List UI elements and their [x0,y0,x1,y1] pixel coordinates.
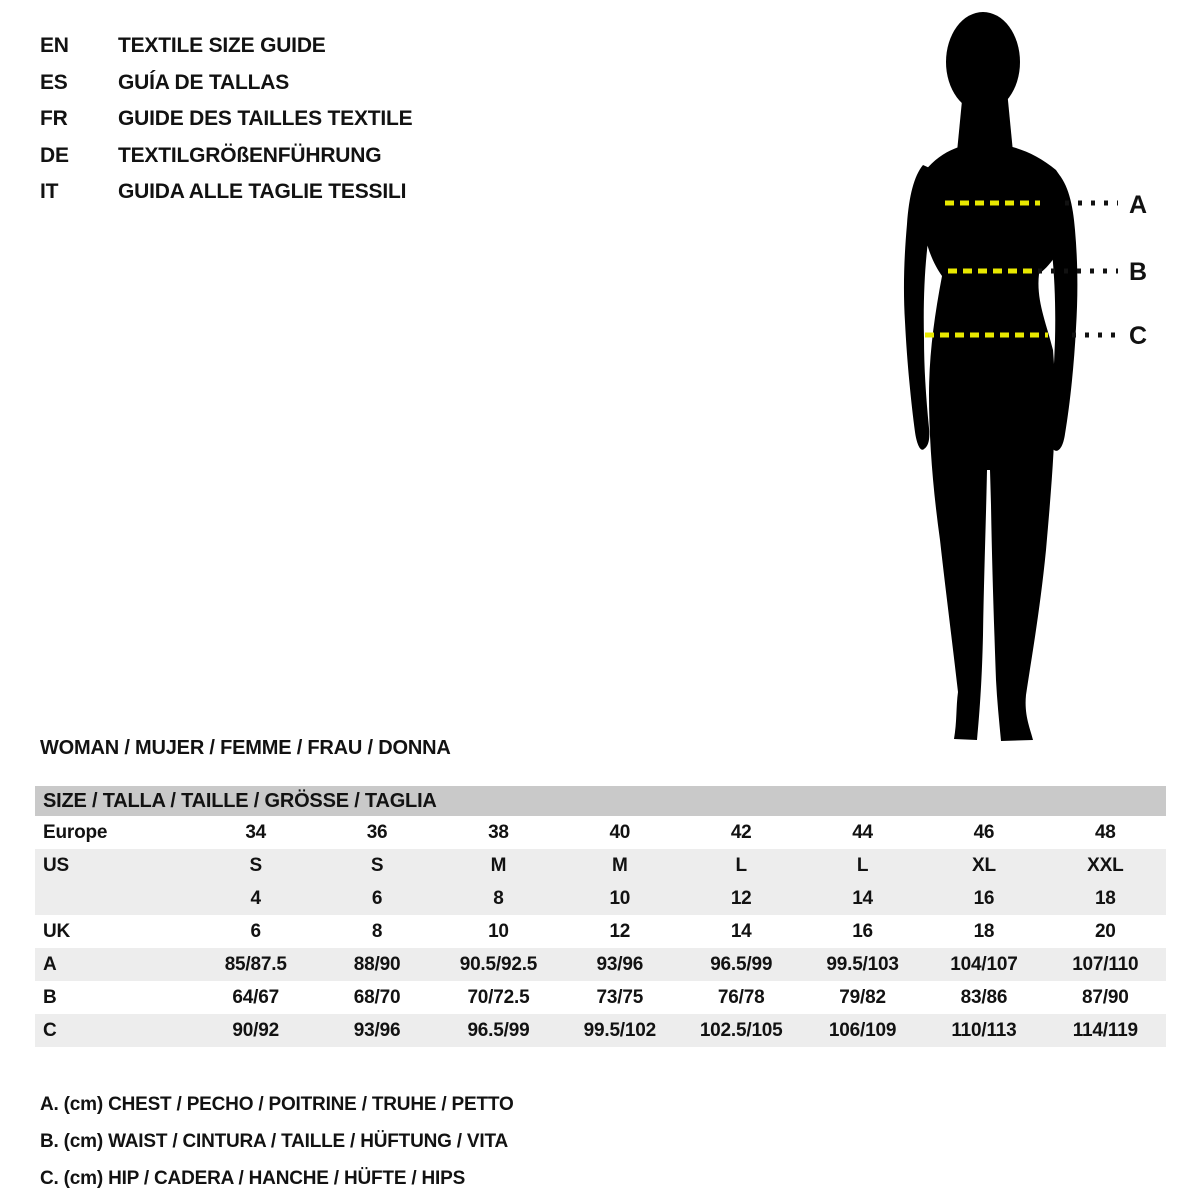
size-value-cell: 42 [730,822,752,843]
marker-label-a: A [1128,191,1148,219]
table-row [35,981,1166,1014]
size-value-cell: 110/113 [951,1020,1017,1041]
section-title-woman: WOMAN / MUJER / FEMME / FRAU / DONNA [40,737,451,759]
size-value-cell: 87/90 [1082,987,1129,1008]
woman-silhouette-svg [860,0,1200,760]
marker-label-c: C [1128,322,1148,350]
size-value-cell: 18 [973,921,995,942]
size-value-cell: 70/72.5 [467,987,530,1008]
language-code: EN [40,34,69,58]
size-value-cell: M [611,855,628,876]
table-row [35,1014,1166,1047]
size-value-cell: 104/107 [950,954,1018,975]
size-value-cell: 88/90 [353,954,401,975]
size-value-cell: 14 [730,921,752,942]
size-value-cell: 4 [250,888,261,909]
size-table-header: SIZE / TALLA / TAILLE / GRÖSSE / TAGLIA [35,786,1166,816]
size-value-cell: 90.5/92.5 [459,954,538,975]
language-code: ES [40,70,68,94]
legend-line: B. (cm) WAIST / CINTURA / TAILLE / HÜFTUNG / VITA [40,1131,508,1152]
size-value-cell: 99.5/103 [826,954,899,975]
size-value-cell: 8 [493,888,504,909]
table-row [35,882,1166,915]
size-value-cell: 93/96 [596,954,644,975]
language-title: GUÍA DE TALLAS [118,70,290,94]
woman-silhouette [904,12,1077,741]
size-value-cell: XXL [1087,855,1124,876]
size-value-cell: 102.5/105 [699,1020,783,1041]
size-value-cell: 85/87.5 [224,954,287,975]
table-row [35,849,1166,882]
size-value-cell: XL [971,855,996,876]
row-label: Europe [43,822,108,843]
language-code: DE [40,143,69,167]
size-value-cell: 38 [488,822,509,843]
size-value-cell: 36 [366,822,388,843]
size-value-cell: 14 [852,888,873,909]
size-value-cell: 76/78 [717,987,765,1008]
language-title-list [40,28,412,211]
legend-line: A. (cm) CHEST / PECHO / POITRINE / TRUHE / PETTO [40,1094,514,1115]
size-value-cell: 96.5/99 [467,1020,530,1041]
size-value-cell: L [735,855,747,876]
size-value-cell: 6 [371,888,383,909]
language-code: FR [40,107,68,131]
size-value-cell: 44 [852,822,873,843]
language-title: GUIDA ALLE TAGLIE TESSILI [118,180,407,204]
size-value-cell: 106/109 [828,1020,897,1041]
row-label: A [43,954,57,975]
table-row [35,816,1166,849]
size-value-cell: S [370,855,384,876]
size-value-cell: 6 [250,921,261,942]
size-value-cell: 20 [1094,921,1116,942]
size-value-cell: 48 [1094,822,1116,843]
size-value-cell: M [490,855,507,876]
silhouette-neck [957,80,1013,152]
size-value-cell: 18 [1094,888,1116,909]
size-value-cell: 73/75 [596,987,644,1008]
size-table [35,786,1166,1047]
size-value-cell: 93/96 [353,1020,401,1041]
row-label: UK [43,921,71,942]
language-code: IT [40,180,59,204]
language-title: TEXTILGRÖßENFÜHRUNG [118,143,382,167]
row-label [35,882,195,915]
size-value-cell: S [249,855,262,876]
legend-line: C. (cm) HIP / CADERA / HANCHE / HÜFTE / HIPS [40,1168,466,1189]
size-value-cell: 10 [609,888,631,909]
table-row [35,948,1166,981]
size-value-cell: 68/70 [353,987,401,1008]
language-row [40,65,412,102]
size-value-cell: 90/92 [232,1020,279,1041]
size-value-cell: 83/86 [960,987,1008,1008]
size-value-cell: 46 [973,822,995,843]
row-label: C [43,1020,57,1041]
language-row [40,138,412,175]
size-value-cell: 40 [609,822,631,843]
size-value-cell: 64/67 [232,987,279,1008]
size-value-cell: 16 [973,888,995,909]
row-label: US [43,855,69,876]
language-row [40,174,412,211]
silhouette-torso-legs [921,143,1067,741]
size-value-cell: 114/119 [1072,1020,1138,1041]
size-value-cell: 34 [245,822,267,843]
table-row [35,915,1166,948]
row-label: B [43,987,57,1008]
size-value-cell: 107/110 [1072,954,1139,975]
language-row [40,101,412,138]
measurement-legend [40,1086,514,1197]
language-title: TEXTILE SIZE GUIDE [118,34,326,58]
size-value-cell: 12 [609,921,631,942]
size-value-cell: 10 [488,921,509,942]
language-row [40,28,412,65]
size-table-body [35,816,1166,1047]
woman-silhouette-figure [860,0,1200,760]
marker-label-b: B [1128,258,1148,286]
size-value-cell: 99.5/102 [583,1020,656,1041]
language-title: GUIDE DES TAILLES TEXTILE [118,107,413,131]
size-value-cell: 96.5/99 [710,954,773,975]
size-value-cell: 16 [852,921,873,942]
size-value-cell: 79/82 [839,987,886,1008]
size-value-cell: 8 [371,921,383,942]
size-value-cell: 12 [730,888,752,909]
size-value-cell: L [856,855,869,876]
